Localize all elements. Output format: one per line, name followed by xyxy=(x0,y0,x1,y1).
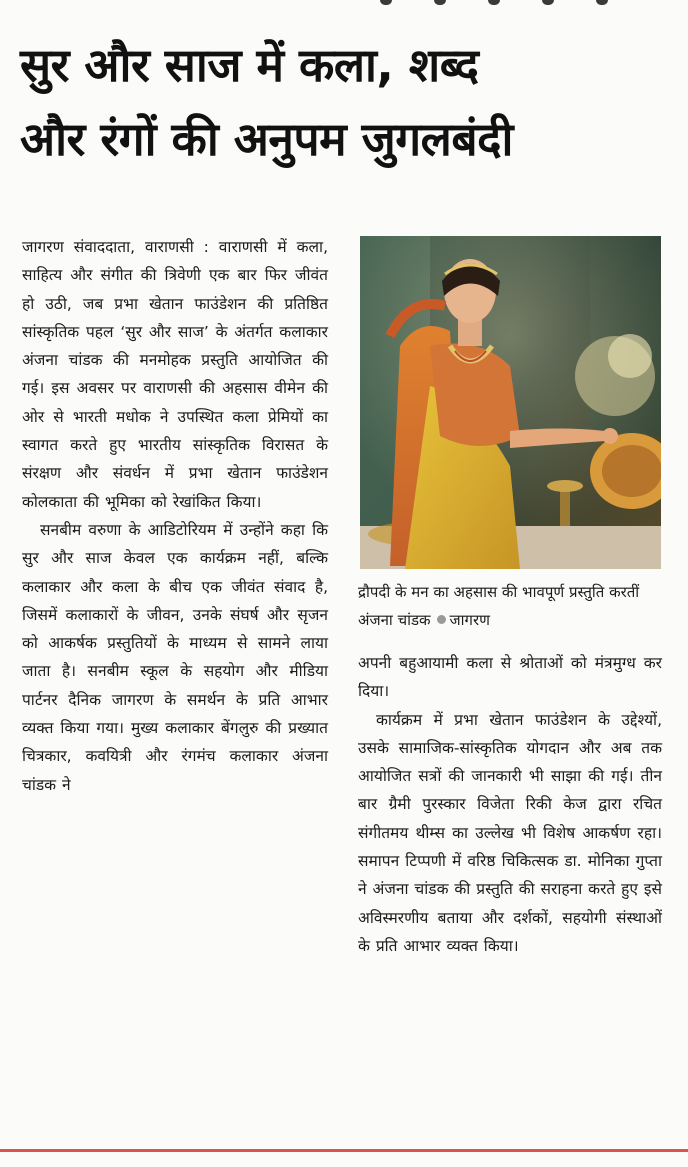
body-paragraph-4: कार्यक्रम में प्रभा खेतान फाउंडेशन के उद्देश्यों, उसके सामाजिक-सांस्कृतिक योगदान और अब तक आयोजित सत्रों की जानकारी भी साझा की गई। तीन बार ग्रैमी पुरस्कार विजेता रिकी केज द्वारा रचित संगीतमय थीम्स का उल्लेख भी विशेष आकर्षण रहा। समापन टिप्पणी में वरिष्ठ चिकित्सक डा. मोनिका गुप्ता ने अंजना चांडक की प्रस्तुति की सराहना करते हुए इसे अविस्मरणीय बताया और दर्शकों, सहयोगी संस्थाओं के प्रति आभार व्यक्त किया। xyxy=(358,710,662,955)
cropped-glyph xyxy=(542,0,554,5)
cropped-text-fragment xyxy=(380,0,650,6)
bullet-icon xyxy=(437,615,446,624)
body-paragraph-3: अपनी बहुआयामी कला से श्रोताओं को मंत्रमुग्ध कर दिया। xyxy=(358,654,662,701)
body-paragraph-2: सनबीम वरुणा के आडिटोरियम में उन्होंने कहा कि सुर और साज केवल एक कार्यक्रम नहीं, बल्कि कलाकार और कला के बीच एक जीवंत संवाद है, जिसमें कलाकारों के जीवन, उनके संघर्ष और सृजन को आकर्षक प्रस्तुतियों के माध्यम से सामने लाया जाता है। सनबीम स्कूल के सहयोग और मीडिया पार्टनर दैनिक जागरण के समर्थन के प्रति आभार व्यक्त किया गया। मुख्य कलाकार बेंगलुरु की प्रख्यात चित्रकार, कवयित्री और रंगमंच कलाकार अंजना चांडक ने xyxy=(22,520,328,794)
right-column xyxy=(358,649,662,960)
headline-line-2: और रंगों की अनुपम जुगलबंदी xyxy=(20,112,513,166)
cropped-glyph xyxy=(596,0,608,5)
headline xyxy=(20,28,670,176)
caption-credit: जागरण xyxy=(449,611,490,629)
cropped-glyph xyxy=(434,0,446,5)
caption-text: द्रौपदी के मन का अहसास की भावपूर्ण प्रस्तुति करतीं अंजना चांडक xyxy=(358,583,640,629)
photo-caption xyxy=(358,578,664,634)
headline-line-1: सुर और साज में कला, शब्द xyxy=(20,38,479,92)
left-column xyxy=(22,233,328,799)
cropped-glyph xyxy=(380,0,392,5)
cropped-glyph xyxy=(488,0,500,5)
body-paragraph-1: जागरण संवाददाता, वाराणसी : वाराणसी में कला, साहित्य और संगीत की त्रिवेणी एक बार फिर जीवंत हो उठी, जब प्रभा खेतान फाउंडेशन की प्रतिष्ठित सांस्कृतिक पहल ‘सुर और साज’ के अंतर्गत कलाकार अंजना चांडक की मनमोहक प्रस्तुति आयोजित की गई। इस अवसर पर वाराणसी की अहसास वीमेन की ओर से भारती मधोक ने उपस्थित कला प्रेमियों का स्वागत करते हुए भारतीय सांस्कृतिक विरासत के संरक्षण और संवर्धन में प्रभा खेतान फाउंडेशन कोलकाता की भूमिका को रेखांकित किया। xyxy=(22,238,328,511)
bottom-rule xyxy=(0,1149,688,1152)
performer-photo xyxy=(360,236,661,569)
